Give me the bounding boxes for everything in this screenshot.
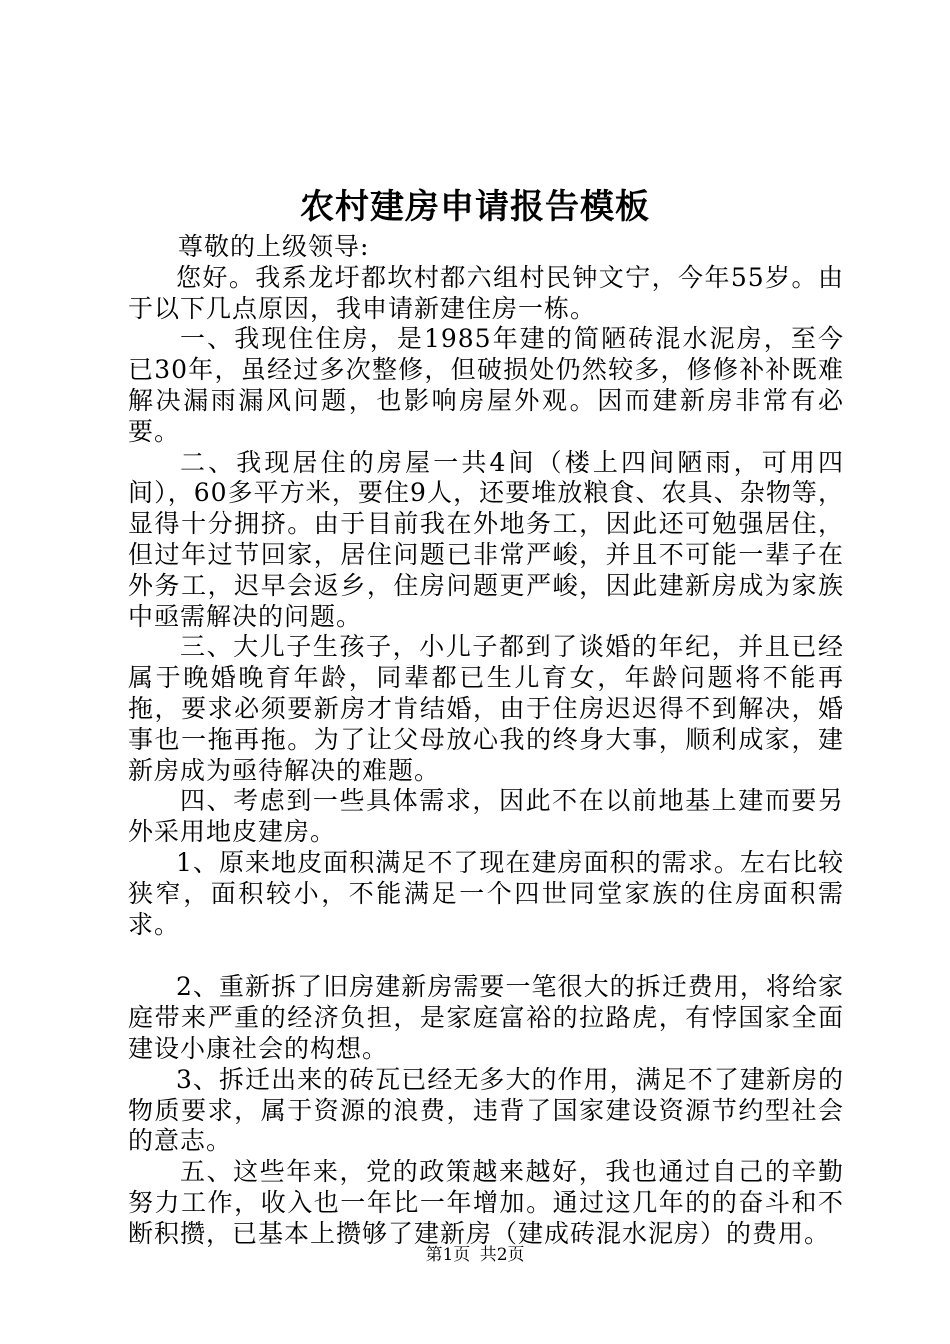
- paragraph-point-4: 四、考虑到一些具体需求，因此不在以前地基上建而要另外采用地皮建房。: [128, 786, 844, 847]
- greeting: 尊敬的上级领导:: [178, 232, 370, 261]
- paragraph-sub-2: 2、重新拆了旧房建新房需要一笔很大的拆迁费用，将给家庭带来严重的经济负担，是家庭富裕的拉路虎，有悖国家全面建设小康社会的构想。: [128, 972, 844, 1063]
- page-number-current: 第1页: [425, 1245, 471, 1265]
- document-body: [128, 232, 844, 1250]
- page-number-total: 共2页: [479, 1245, 525, 1265]
- paragraph-point-3: 三、大儿子生孩子，小儿子都到了谈婚的年纪，并且已经属于晚婚晚育年龄，同辈都已生儿育女，年龄问题将不能再拖，要求必须要新房才肯结婚，由于住房迟迟得不到解决，婚事也一拖再拖。为了让父母放心我的终身大事，顺利成家，建新房成为亟待解决的难题。: [128, 632, 844, 785]
- paragraph-sub-3: 3、拆迁出来的砖瓦已经无多大的作用，满足不了建新房的物质要求，属于资源的浪费，违背了国家建设资源节约型社会的意志。: [128, 1064, 844, 1156]
- document-title: 农村建房申请报告模板: [300, 187, 650, 227]
- paragraph-intro: 您好。我系龙圩都坎村都六组村民钟文宁，今年55岁。由于以下几点原因，我申请新建住房一栋。: [128, 262, 844, 323]
- paragraph-point-2: 二、我现居住的房屋一共4间（楼上四间陋雨，可用四间），60多平方米，要住9人，还要堆放粮食、农具、杂物等，显得十分拥挤。由于目前我在外地务工，因此还可勉强居住，但过年过节回家，居住问题已非常严峻，并且不可能一辈子在外务工，迟早会返乡，住房问题更严峻，因此建新房成为家族中亟需解决的问题。: [128, 447, 844, 631]
- paragraph-spacer: [128, 940, 844, 972]
- paragraph-point-1: 一、我现住住房，是1985年建的简陋砖混水泥房，至今已30年，虽经过多次整修，但破损处仍然较多，修修补补既难解决漏雨漏风问题，也影响房屋外观。因而建新房非常有必要。: [128, 324, 844, 446]
- page-footer: [0, 1244, 950, 1266]
- paragraph-sub-1: 1、原来地皮面积满足不了现在建房面积的需求。左右比较狭窄，面积较小，不能满足一个四世同堂家族的住房面积需求。: [128, 847, 844, 939]
- paragraph-point-5: 五、这些年来，党的政策越来越好，我也通过自己的辛勤努力工作，收入也一年比一年增加。通过这几年的的奋斗和不断积攒，已基本上攒够了建新房（建成砖混水泥房）的费用。: [128, 1157, 844, 1248]
